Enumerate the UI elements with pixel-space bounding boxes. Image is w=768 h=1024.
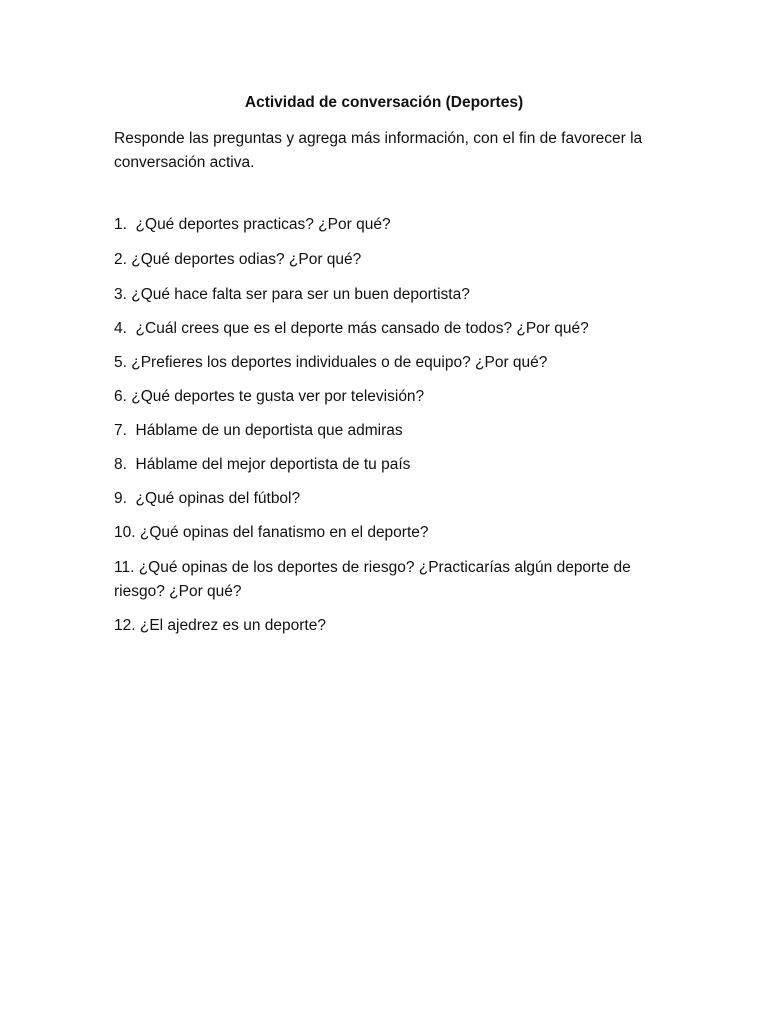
question-8: 8. Háblame del mejor deportista de tu país: [114, 456, 411, 473]
question-9: 9. ¿Qué opinas del fútbol?: [114, 490, 301, 507]
question-6: 6. ¿Qué deportes te gusta ver por televisión?: [114, 388, 425, 405]
question-7: 7. Háblame de un deportista que admiras: [114, 422, 403, 439]
question-4: 4. ¿Cuál crees que es el deporte más cansado de todos? ¿Por qué?: [114, 320, 589, 337]
question-3: 3. ¿Qué hace falta ser para ser un buen deportista?: [114, 286, 470, 303]
document-title: Actividad de conversación (Deportes): [244, 94, 524, 111]
question-2: 2. ¿Qué deportes odias? ¿Por qué?: [114, 251, 362, 268]
question-12: 12. ¿El ajedrez es un deporte?: [114, 617, 326, 634]
question-11: 11. ¿Qué opinas de los deportes de riesgo? ¿Practicarías algún deporte de riesgo? ¿Por qué?: [114, 559, 636, 600]
question-1: 1. ¿Qué deportes practicas? ¿Por qué?: [114, 216, 391, 233]
question-5: 5. ¿Prefieres los deportes individuales o de equipo? ¿Por qué?: [114, 354, 548, 371]
question-10: 10. ¿Qué opinas del fanatismo en el deporte?: [114, 524, 429, 541]
intro-paragraph: Responde las preguntas y agrega más información, con el fin de favorecer la conversación activa.: [114, 130, 643, 171]
